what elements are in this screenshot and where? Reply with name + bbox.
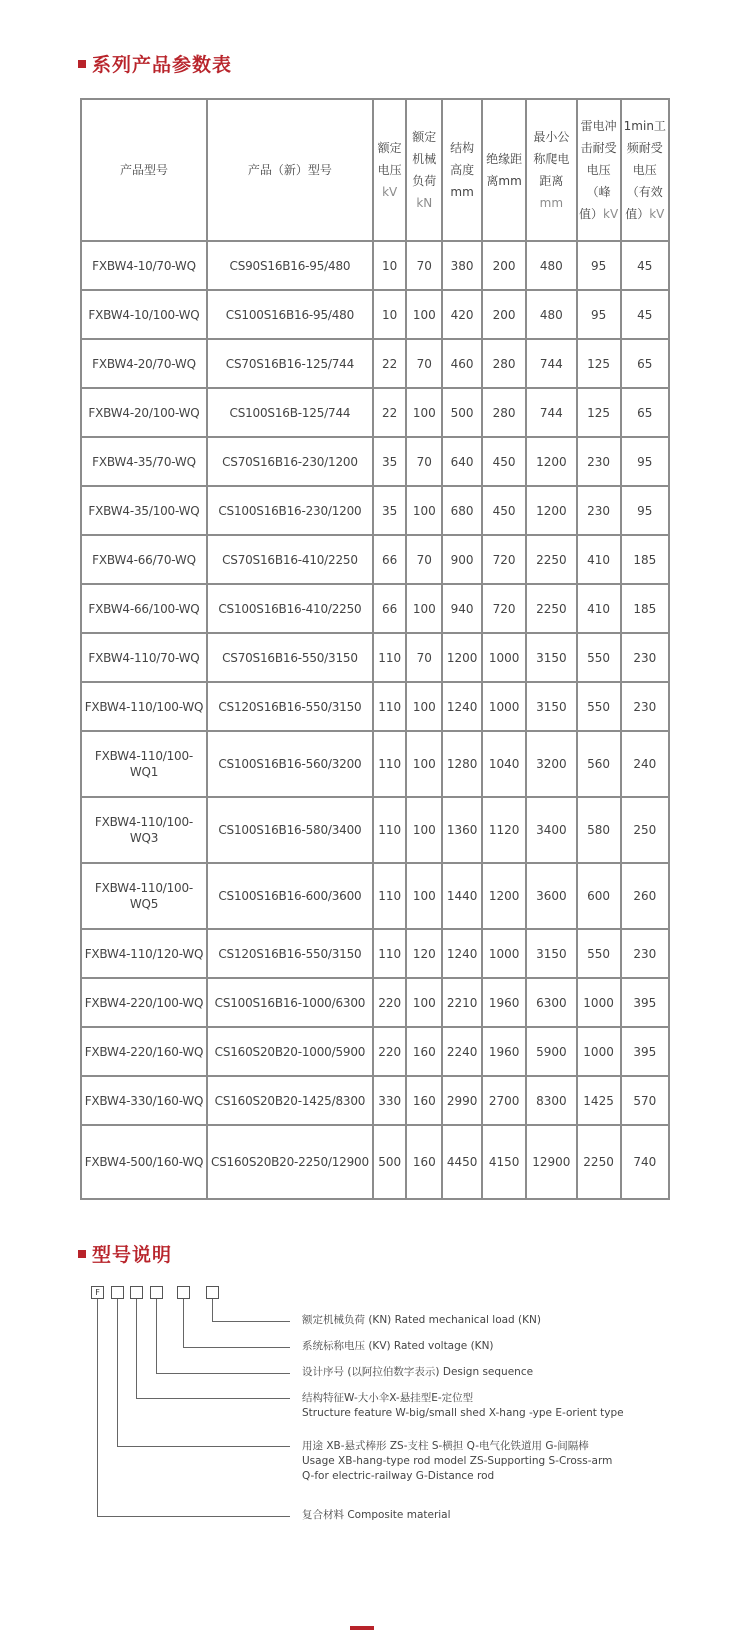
label-line: 结构特征W-大小伞X-悬挂型E-定位型 [302,1392,474,1404]
table-cell: 100 [406,388,442,437]
table-row [81,388,669,437]
table-cell: 2700 [482,1076,526,1125]
model-explain-label [302,1313,541,1328]
table-cell: 65 [621,339,669,388]
table-cell: 500 [442,388,482,437]
table-cell: 5900 [526,1027,576,1076]
table-cell: 1000 [482,633,526,682]
header-cell: 结构高度mm [442,99,482,241]
table-cell: 100 [406,797,442,863]
header-cell: 最小公称爬电距离mm [526,99,576,241]
table-cell: CS100S16B16-230/1200 [207,486,373,535]
table-cell: 550 [577,682,621,731]
table-cell: FXBW4-110/100-WQ5 [81,863,207,929]
table-cell: 330 [373,1076,407,1125]
table-cell: 1280 [442,731,482,797]
table-cell: 1425 [577,1076,621,1125]
table-cell: 1000 [482,929,526,978]
table-cell: 70 [406,241,442,290]
section-title-model: 型号说明 [78,1240,172,1267]
table-cell: 2250 [526,535,576,584]
label-line: 复合材料 Composite material [302,1509,451,1521]
table-cell: 200 [482,241,526,290]
table-cell: 550 [577,929,621,978]
connector-line [156,1373,290,1374]
table-body [81,241,669,1199]
bullet-square-icon [78,1250,86,1258]
model-explain-label [302,1365,533,1380]
table-cell: 395 [621,978,669,1027]
table-cell: FXBW4-66/70-WQ [81,535,207,584]
label-line: 额定机械负荷 (KN) Rated mechanical load (KN) [302,1314,541,1326]
table-cell: 45 [621,241,669,290]
table-cell: 200 [482,290,526,339]
table-cell: 35 [373,486,407,535]
table-cell: 2990 [442,1076,482,1125]
table-cell: 10 [373,290,407,339]
table-cell: 3150 [526,633,576,682]
table-cell: CS100S16B-125/744 [207,388,373,437]
connector-line [117,1446,290,1447]
model-explain-label [302,1391,624,1421]
table-row [81,633,669,682]
model-code-box [130,1286,143,1299]
table-cell: 160 [406,1125,442,1199]
label-line: 系统标称电压 (KV) Rated voltage (KN) [302,1340,494,1352]
table-cell: CS70S16B16-125/744 [207,339,373,388]
table-cell: 740 [621,1125,669,1199]
table-cell: 100 [406,978,442,1027]
table-cell: FXBW4-110/100-WQ3 [81,797,207,863]
model-code-box: F [91,1286,104,1299]
table-cell: 100 [406,731,442,797]
table-cell: 600 [577,863,621,929]
table-cell: 900 [442,535,482,584]
table-cell: 12900 [526,1125,576,1199]
table-cell: 940 [442,584,482,633]
label-line: 用途 XB-悬式棒形 ZS-支柱 S-横担 Q-电气化铁道用 G-间隔棒 [302,1440,589,1452]
connector-line [183,1299,184,1347]
table-cell: 185 [621,584,669,633]
section-title-params: 系列产品参数表 [78,50,232,77]
table-cell: 450 [482,486,526,535]
table-cell: 160 [406,1027,442,1076]
table-row [81,241,669,290]
table-cell: 22 [373,388,407,437]
table-cell: 744 [526,388,576,437]
connector-line [117,1299,118,1446]
table-cell: 220 [373,978,407,1027]
table-cell: FXBW4-330/160-WQ [81,1076,207,1125]
table-cell: 580 [577,797,621,863]
table-cell: 1000 [482,682,526,731]
header-cell: 额定电压kV [373,99,407,241]
table-cell: 45 [621,290,669,339]
table-cell: 6300 [526,978,576,1027]
table-row [81,863,669,929]
connector-line [97,1516,290,1517]
table-cell: 95 [577,241,621,290]
table-cell: 110 [373,929,407,978]
table-cell: FXBW4-10/100-WQ [81,290,207,339]
table-row [81,1076,669,1125]
connector-line [212,1299,213,1321]
table-cell: 22 [373,339,407,388]
table-cell: 1200 [526,437,576,486]
table-cell: 70 [406,437,442,486]
table-cell: 570 [621,1076,669,1125]
table-cell: 100 [406,682,442,731]
table-cell: 280 [482,388,526,437]
table-row [81,797,669,863]
table-cell: 1440 [442,863,482,929]
table-cell: CS160S20B20-1000/5900 [207,1027,373,1076]
table-cell: 35 [373,437,407,486]
table-cell: 125 [577,388,621,437]
connector-line [212,1321,290,1322]
header-cell: 绝缘距离mm [482,99,526,241]
table-cell: CS100S16B16-410/2250 [207,584,373,633]
table-cell: 1960 [482,978,526,1027]
model-code-box [150,1286,163,1299]
table-cell: 100 [406,486,442,535]
connector-line [136,1299,137,1398]
table-cell: 66 [373,584,407,633]
table-cell: CS70S16B16-550/3150 [207,633,373,682]
table-cell: 380 [442,241,482,290]
table-cell: FXBW4-66/100-WQ [81,584,207,633]
table-cell: 280 [482,339,526,388]
table-cell: 1240 [442,682,482,731]
table-cell: 500 [373,1125,407,1199]
table-cell: 550 [577,633,621,682]
table-row [81,437,669,486]
table-cell: CS100S16B16-580/3400 [207,797,373,863]
table-cell: FXBW4-110/100-WQ [81,682,207,731]
table-row [81,978,669,1027]
table-cell: 66 [373,535,407,584]
table-cell: 3150 [526,929,576,978]
table-cell: 185 [621,535,669,584]
table-cell: 1360 [442,797,482,863]
table-cell: FXBW4-500/160-WQ [81,1125,207,1199]
connector-line [183,1347,290,1348]
table-cell: 460 [442,339,482,388]
table-cell: 1120 [482,797,526,863]
table-cell: 410 [577,584,621,633]
table-cell: 1960 [482,1027,526,1076]
table-cell: 1040 [482,731,526,797]
table-cell: FXBW4-220/160-WQ [81,1027,207,1076]
model-code-box [177,1286,190,1299]
table-cell: CS120S16B16-550/3150 [207,929,373,978]
connector-line [156,1299,157,1373]
table-cell: 10 [373,241,407,290]
table-cell: 410 [577,535,621,584]
table-cell: 3200 [526,731,576,797]
table-row [81,1027,669,1076]
header-cell: 雷电冲击耐受电压（峰值）kV [577,99,621,241]
table-cell: 4150 [482,1125,526,1199]
table-cell: 70 [406,633,442,682]
table-header-row [81,99,669,241]
table-cell: 100 [406,290,442,339]
table-cell: 420 [442,290,482,339]
table-row [81,682,669,731]
table-cell: 125 [577,339,621,388]
table-cell: 480 [526,290,576,339]
table-cell: 1000 [577,978,621,1027]
table-cell: 744 [526,339,576,388]
bottom-accent-bar [350,1626,374,1630]
table-cell: FXBW4-35/100-WQ [81,486,207,535]
header-cell: 产品型号 [81,99,207,241]
table-cell: CS160S20B20-1425/8300 [207,1076,373,1125]
table-row [81,486,669,535]
table-cell: CS160S20B20-2250/12900 [207,1125,373,1199]
table-cell: 260 [621,863,669,929]
table-cell: FXBW4-110/70-WQ [81,633,207,682]
table-cell: 720 [482,584,526,633]
header-cell: 额定机械负荷kN [406,99,442,241]
header-cell: 1min工频耐受电压（有效值）kV [621,99,669,241]
table-cell: 560 [577,731,621,797]
table-cell: 640 [442,437,482,486]
table-cell: 110 [373,797,407,863]
table-cell: 95 [577,290,621,339]
table-cell: 2210 [442,978,482,1027]
table-row [81,1125,669,1199]
model-code-box [206,1286,219,1299]
table-cell: FXBW4-10/70-WQ [81,241,207,290]
table-cell: 1200 [526,486,576,535]
connector-line [136,1398,290,1399]
model-explain-label [302,1339,494,1354]
table-cell: CS100S16B16-600/3600 [207,863,373,929]
table-cell: FXBW4-220/100-WQ [81,978,207,1027]
table-cell: 240 [621,731,669,797]
table-cell: 2240 [442,1027,482,1076]
label-line: Structure feature W-big/small shed X-hang -ype E-orient type [302,1407,624,1419]
table-cell: 95 [621,437,669,486]
table-cell: CS70S16B16-230/1200 [207,437,373,486]
table-cell: CS90S16B16-95/480 [207,241,373,290]
table-cell: 2250 [577,1125,621,1199]
table-cell: 65 [621,388,669,437]
table-cell: 230 [621,682,669,731]
table-row [81,584,669,633]
table-cell: FXBW4-110/120-WQ [81,929,207,978]
table-row [81,929,669,978]
connector-line [97,1299,98,1516]
header-cell: 产品（新）型号 [207,99,373,241]
table-cell: 395 [621,1027,669,1076]
table-cell: FXBW4-35/70-WQ [81,437,207,486]
table-cell: 2250 [526,584,576,633]
table-cell: 8300 [526,1076,576,1125]
table-row [81,535,669,584]
table-cell: 680 [442,486,482,535]
table-cell: 120 [406,929,442,978]
label-line: Q-for electric-railway G-Distance rod [302,1470,495,1482]
table-cell: CS120S16B16-550/3150 [207,682,373,731]
table-cell: 110 [373,863,407,929]
bullet-square-icon [78,60,86,68]
table-cell: 230 [577,486,621,535]
table-cell: 1200 [482,863,526,929]
table-cell: 250 [621,797,669,863]
table-cell: 720 [482,535,526,584]
table-cell: CS70S16B16-410/2250 [207,535,373,584]
model-explain-label [302,1508,451,1523]
table-cell: 70 [406,339,442,388]
table-cell: CS100S16B16-95/480 [207,290,373,339]
table-row [81,731,669,797]
table-cell: 230 [621,929,669,978]
params-table [80,98,670,1200]
table-cell: 100 [406,584,442,633]
table-cell: FXBW4-110/100-WQ1 [81,731,207,797]
table-cell: 3400 [526,797,576,863]
table-cell: 230 [621,633,669,682]
table-cell: CS100S16B16-1000/6300 [207,978,373,1027]
table-cell: 1000 [577,1027,621,1076]
table-cell: 160 [406,1076,442,1125]
table-cell: 3600 [526,863,576,929]
table-cell: 100 [406,863,442,929]
table-row [81,290,669,339]
table-cell: 1240 [442,929,482,978]
table-cell: 3150 [526,682,576,731]
table-cell: 480 [526,241,576,290]
label-line: Usage XB-hang-type rod model ZS-Supporting S-Cross-arm [302,1455,613,1467]
table-cell: 230 [577,437,621,486]
table-cell: 220 [373,1027,407,1076]
table-cell: 1200 [442,633,482,682]
table-cell: FXBW4-20/70-WQ [81,339,207,388]
table-cell: 95 [621,486,669,535]
model-code-box [111,1286,124,1299]
table-cell: CS100S16B16-560/3200 [207,731,373,797]
table-cell: 110 [373,731,407,797]
table-row [81,339,669,388]
model-explain-label [302,1439,612,1484]
label-line: 设计序号 (以阿拉伯数字表示) Design sequence [302,1366,534,1378]
table-cell: 110 [373,682,407,731]
table-cell: 450 [482,437,526,486]
table-cell: 4450 [442,1125,482,1199]
table-cell: 110 [373,633,407,682]
table-cell: 70 [406,535,442,584]
table-cell: FXBW4-20/100-WQ [81,388,207,437]
